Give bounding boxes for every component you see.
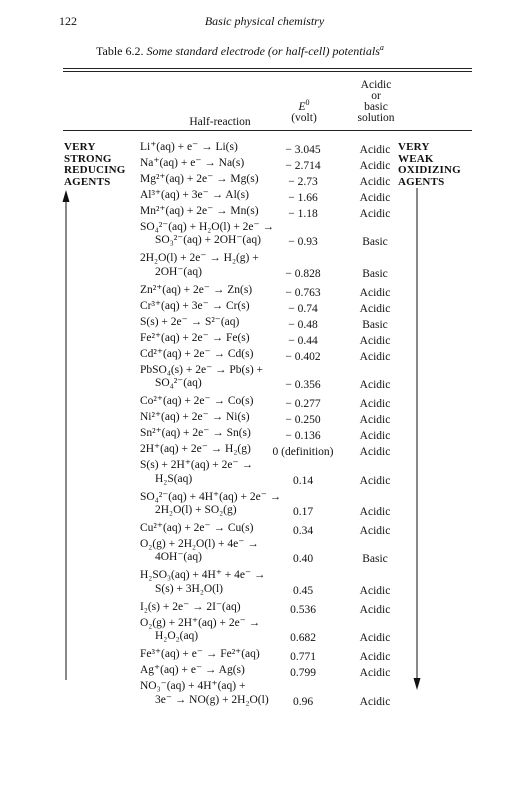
potential-value: 0.40	[292, 553, 314, 566]
half-reaction-text: Fe³⁺(aq) + e⁻ → Fe²⁺(aq)	[140, 648, 260, 661]
half-reaction-text: Cr³⁺(aq) + 3e⁻ → Cr(s)	[140, 299, 250, 312]
half-reaction-text: Cd²⁺(aq) + 2e⁻ → Cd(s)	[140, 347, 254, 360]
solution-value: Acidic	[359, 286, 391, 299]
right_label-line: AGENTS	[398, 175, 445, 188]
solution-value: Acidic	[359, 208, 391, 220]
half-reaction-text: S(s) + 3H₂O(l)	[155, 582, 223, 595]
solution-value: Acidic	[359, 506, 391, 518]
half-reaction-text: O₂(g) + 2H⁺(aq) + 2e⁻ →	[140, 616, 261, 629]
solution-header-line: basic	[364, 101, 388, 113]
half-reaction-text: H₂SO₃(aq) + 4H⁺ + 4e⁻ →	[140, 569, 266, 582]
half-reaction-text: NO₃⁻(aq) + 4H⁺(aq) +	[140, 680, 246, 693]
potential-value: 0.799	[290, 667, 316, 680]
solution-value: Basic	[362, 267, 388, 280]
table-label: Table 6.2.	[96, 44, 144, 58]
half-reaction-text: 2H₂O(l) + 2e⁻ → H₂(g) +	[140, 252, 259, 265]
potential-value: 0.771	[290, 651, 316, 664]
half-reaction-text: Mn²⁺(aq) + 2e⁻ → Mn(s)	[140, 205, 259, 217]
half-reaction-text: S(s) + 2e⁻ → S²⁻(aq)	[140, 315, 240, 328]
potential-value: 0.14	[292, 474, 314, 487]
left_label-line: REDUCING	[64, 164, 126, 176]
solution-value: Acidic	[359, 160, 391, 172]
right_label-line: OXIDIZING	[398, 164, 461, 176]
left-arrow-head	[63, 190, 70, 202]
right_label-line: VERY	[398, 141, 430, 153]
solution-header-line: or	[371, 90, 381, 102]
running-head: Basic physical chemistry	[204, 14, 325, 28]
potential-value: − 0.48	[288, 318, 318, 331]
potential-value: 0.96	[292, 695, 314, 708]
right-arrow-head	[414, 678, 421, 690]
potential-value: − 0.828	[285, 267, 321, 280]
potential-value: 0.682	[290, 632, 316, 645]
solution-value: Acidic	[359, 398, 391, 411]
solution-value: Acidic	[359, 632, 391, 645]
solution-value: Acidic	[359, 334, 391, 347]
half-reaction-text: SO₄²⁻(aq) + 4H⁺(aq) + 2e⁻ →	[140, 490, 282, 503]
solution-header-line: Acidic	[360, 79, 392, 91]
half-reaction-text: 4OH⁻(aq)	[155, 551, 202, 564]
solution-value: Basic	[362, 318, 388, 331]
potential-value: − 1.66	[288, 192, 318, 204]
solution-value: Basic	[362, 236, 388, 249]
half-reaction-text: Zn²⁺(aq) + 2e⁻ → Zn(s)	[140, 283, 253, 296]
half-reaction-text: Fe²⁺(aq) + 2e⁻ → Fe(s)	[140, 331, 250, 344]
potential-value: 0.45	[292, 584, 314, 597]
potential-value: − 0.250	[285, 414, 321, 427]
half-reaction-text: 2OH⁻(aq)	[155, 265, 202, 278]
half-reaction-text: Mg²⁺(aq) + 2e⁻ → Mg(s)	[140, 173, 259, 185]
potential-unit: (volt)	[291, 112, 317, 124]
left_label-line: STRONG	[64, 152, 112, 165]
half-reaction-text: Li⁺(aq) + e⁻ → Li(s)	[140, 141, 238, 153]
solution-value: Acidic	[359, 525, 391, 537]
right_label-line: WEAK	[398, 152, 434, 165]
half-reaction-text: 3e⁻ → NO(g) + 2H₂O(l)	[155, 693, 269, 706]
half-reaction-text: SO₄²⁻(aq) + H₂O(l) + 2e⁻ →	[140, 221, 274, 233]
footnote-mark: a	[379, 43, 384, 52]
half-reaction-text: Al³⁺(aq) + 3e⁻ → Al(s)	[140, 189, 249, 201]
potential-value: 0.17	[292, 506, 314, 518]
solution-value: Basic	[362, 553, 388, 566]
potential-value: 0.34	[292, 525, 314, 537]
solution-value: Acidic	[359, 144, 391, 156]
half-reaction-text: SO₃²⁻(aq) + 2OH⁻(aq)	[155, 234, 261, 247]
solution-value: Acidic	[359, 667, 391, 680]
potential-value: − 0.277	[285, 398, 321, 411]
half-reaction-text: Na⁺(aq) + e⁻ → Na(s)	[140, 157, 245, 169]
half-reaction-text: S(s) + 2H⁺(aq) + 2e⁻ →	[140, 459, 253, 472]
solution-value: Acidic	[359, 430, 391, 443]
potential-value: − 0.356	[285, 379, 321, 392]
solution-value: Acidic	[359, 176, 391, 188]
solution-value: Acidic	[359, 446, 391, 459]
half-reaction-text: SO₄²⁻(aq)	[155, 377, 202, 390]
half-reaction-text: PbSO₄(s) + 2e⁻ → Pb(s) +	[140, 363, 264, 376]
potential-value: − 0.74	[288, 302, 318, 315]
potential-value: − 0.763	[285, 286, 321, 299]
half-reaction-text: H₂S(aq)	[155, 472, 193, 485]
left_label-line: AGENTS	[64, 175, 111, 188]
table-title: Some standard electrode (or half-cell) potentials	[146, 44, 380, 58]
solution-value: Acidic	[359, 584, 391, 597]
potential-value: − 0.402	[285, 350, 321, 363]
solution-value: Acidic	[359, 414, 391, 427]
half-reaction-text: Ni²⁺(aq) + 2e⁻ → Ni(s)	[140, 411, 250, 424]
potential-symbol: E	[298, 101, 306, 113]
left_label-line: VERY	[64, 141, 96, 153]
solution-value: Acidic	[359, 350, 391, 363]
half-reaction-header: Half-reaction	[189, 116, 251, 128]
potential-value: 0.536	[290, 603, 316, 616]
potential-value: − 0.44	[288, 334, 318, 347]
potential-value: 0 (definition)	[272, 446, 334, 459]
solution-value: Acidic	[359, 474, 391, 487]
half-reaction-text: H₂O₂(aq)	[155, 630, 199, 643]
potential-value: − 0.136	[285, 430, 321, 443]
solution-value: Acidic	[359, 695, 391, 708]
potential-value: − 2.714	[285, 160, 321, 172]
half-reaction-text: Ag⁺(aq) + e⁻ → Ag(s)	[140, 664, 245, 677]
half-reaction-text: Cu²⁺(aq) + 2e⁻ → Cu(s)	[140, 522, 254, 534]
solution-value: Acidic	[359, 302, 391, 315]
half-reaction-text: I₂(s) + 2e⁻ → 2I⁻(aq)	[140, 600, 241, 613]
half-reaction-text: Sn²⁺(aq) + 2e⁻ → Sn(s)	[140, 427, 251, 440]
solution-value: Acidic	[359, 192, 391, 204]
half-reaction-text: 2H₂O(l) + SO₂(g)	[155, 504, 237, 516]
potential-value: − 1.18	[288, 208, 318, 220]
solution-value: Acidic	[359, 651, 391, 664]
page-number: 122	[59, 14, 77, 28]
potential-value: − 2.73	[288, 176, 318, 188]
potential-sup: 0	[305, 98, 310, 108]
potential-value: − 0.93	[288, 236, 318, 249]
solution-value: Acidic	[359, 603, 391, 616]
solution-header-line: solution	[357, 112, 395, 124]
half-reaction-text: O₂(g) + 2H₂O(l) + 4e⁻ →	[140, 538, 259, 550]
half-reaction-text: 2H⁺(aq) + 2e⁻ → H₂(g)	[140, 443, 251, 456]
half-reaction-text: Co²⁺(aq) + 2e⁻ → Co(s)	[140, 395, 254, 408]
solution-value: Acidic	[359, 379, 391, 392]
potential-value: − 3.045	[285, 144, 321, 156]
